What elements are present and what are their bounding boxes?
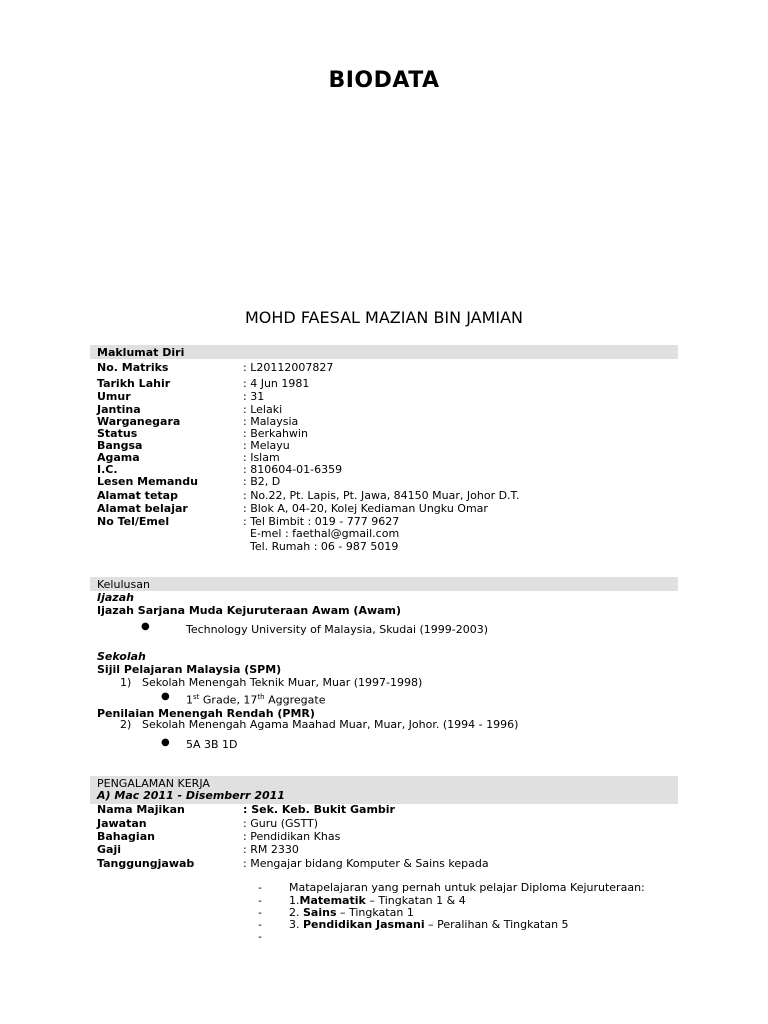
spm-school: Sekolah Menengah Teknik Muar, Muar (1997-1998) bbox=[142, 676, 423, 689]
value-study-address: : Blok A, 04-20, Kolej Kediaman Ungku Omar bbox=[243, 502, 488, 515]
value-birthdate: : 4 Jun 1981 bbox=[243, 377, 310, 390]
label-gender: Jantina bbox=[97, 403, 141, 416]
bullet-icon: ● bbox=[161, 691, 170, 702]
pmr-school: Sekolah Menengah Agama Maahad Muar, Muar, Johor. (1994 - 1996) bbox=[142, 718, 519, 731]
pmr-title: Penilaian Menengah Rendah (PMR) bbox=[97, 707, 315, 720]
pmr-number: 2) bbox=[120, 718, 132, 731]
value-responsibility: : Mengajar bidang Komputer & Sains kepada bbox=[243, 857, 489, 870]
label-birthdate: Tarikh Lahir bbox=[97, 377, 171, 390]
duties-intro: Matapelajaran yang pernah untuk pelajar Diploma Kejuruteraan: bbox=[289, 881, 645, 894]
label-study-address: Alamat belajar bbox=[97, 502, 188, 515]
bullet-icon: ● bbox=[141, 621, 150, 632]
label-ic: I.C. bbox=[97, 463, 118, 476]
value-division: : Pendidikan Khas bbox=[243, 830, 341, 843]
label-position: Jawatan bbox=[97, 817, 147, 830]
dash-icon: - bbox=[258, 906, 262, 919]
school-heading: Sekolah bbox=[97, 650, 146, 663]
value-citizenship: : Malaysia bbox=[243, 415, 299, 428]
label-salary: Gaji bbox=[97, 843, 121, 856]
value-status: : Berkahwin bbox=[243, 427, 308, 440]
value-position: : Guru (GSTT) bbox=[243, 817, 319, 830]
duty-item-2: 2. Sains – Tingkatan 1 bbox=[289, 906, 414, 919]
label-race: Bangsa bbox=[97, 439, 143, 452]
label-matric: No. Matriks bbox=[97, 361, 169, 374]
spm-title: Sijil Pelajaran Malaysia (SPM) bbox=[97, 663, 282, 676]
dash-icon: - bbox=[258, 918, 262, 931]
value-gender: : Lelaki bbox=[243, 403, 283, 416]
value-home-phone: Tel. Rumah : 06 - 987 5019 bbox=[250, 540, 399, 553]
value-religion: : Islam bbox=[243, 451, 280, 464]
duty-item-3: 3. Pendidikan Jasmani – Peralihan & Tingkatan 5 bbox=[289, 918, 569, 931]
value-email: E-mel : faethal@gmail.com bbox=[250, 527, 400, 540]
section-header-experience: PENGALAMAN KERJA bbox=[97, 777, 210, 790]
label-responsibility: Tanggungjawab bbox=[97, 857, 195, 870]
label-license: Lesen Memandu bbox=[97, 475, 198, 488]
value-matric: : L20112007827 bbox=[243, 361, 334, 374]
label-employer: Nama Majikan bbox=[97, 803, 185, 816]
value-permanent-address: : No.22, Pt. Lapis, Pt. Jawa, 84150 Muar, Johor D.T. bbox=[243, 489, 520, 502]
label-religion: Agama bbox=[97, 451, 140, 464]
degree-name: Ijazah Sarjana Muda Kejuruteraan Awam (Awam) bbox=[97, 604, 402, 617]
value-age: : 31 bbox=[243, 390, 265, 403]
value-ic: : 810604-01-6359 bbox=[243, 463, 343, 476]
label-division: Bahagian bbox=[97, 830, 155, 843]
duty-item-1: 1.Matematik – Tingkatan 1 & 4 bbox=[289, 894, 466, 907]
degree-heading: Ijazah bbox=[97, 591, 134, 604]
spm-result: 1st Grade, 17th Aggregate bbox=[186, 693, 326, 707]
section-header-education: Kelulusan bbox=[97, 578, 150, 591]
value-race: : Melayu bbox=[243, 439, 290, 452]
value-mobile: : Tel Bimbit : 019 - 777 9627 bbox=[243, 515, 400, 528]
degree-institution: Technology University of Malaysia, Skudai (1999-2003) bbox=[186, 623, 489, 636]
value-salary: : RM 2330 bbox=[243, 843, 299, 856]
experience-period: A) Mac 2011 - Disemberr 2011 bbox=[97, 789, 285, 802]
bullet-icon: ● bbox=[161, 737, 170, 748]
label-permanent-address: Alamat tetap bbox=[97, 489, 178, 502]
label-age: Umur bbox=[97, 390, 131, 403]
section-band-education bbox=[90, 577, 678, 591]
value-employer: : Sek. Keb. Bukit Gambir bbox=[243, 803, 395, 816]
value-license: : B2, D bbox=[243, 475, 281, 488]
section-header-personal: Maklumat Diri bbox=[97, 346, 185, 359]
label-citizenship: Warganegara bbox=[97, 415, 181, 428]
spm-number: 1) bbox=[120, 676, 132, 689]
dash-icon: - bbox=[258, 881, 262, 894]
pmr-result: 5A 3B 1D bbox=[186, 738, 238, 751]
label-phone-email: No Tel/Emel bbox=[97, 515, 170, 528]
dash-icon: - bbox=[258, 894, 262, 907]
person-name: MOHD FAESAL MAZIAN BIN JAMIAN bbox=[244, 308, 524, 327]
dash-icon: - bbox=[258, 930, 262, 943]
label-status: Status bbox=[97, 427, 138, 440]
document-title: BIODATA bbox=[328, 68, 440, 93]
